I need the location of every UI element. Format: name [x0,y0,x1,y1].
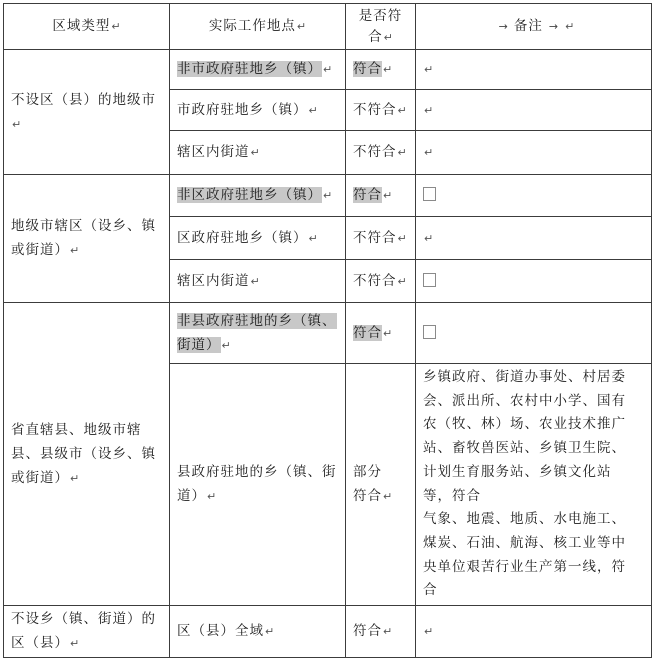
table-row [4,606,652,658]
note-line: 站、畜牧兽医站、乡镇卫生院、 [423,440,626,457]
match-cell: 符合↵ [346,175,416,217]
note-cell: ↵ [416,606,652,658]
checkbox-icon[interactable] [423,273,436,287]
note-line: 气象、地震、地质、水电施工、 [423,511,626,528]
note-cell [416,260,652,303]
work-location-table [3,3,652,658]
header-match: 是否符 合↵ [346,4,416,50]
note-line: 煤炭、石油、航海、核工业等中 [423,534,626,551]
match-cell: 符合↵ [346,50,416,90]
region-type-cell: 不设乡（镇、街道）的区（县）↵ [4,606,170,658]
place-cell: 市政府驻地乡（镇）↵ [170,90,346,131]
place-cell: 非区政府驻地乡（镇）↵ [170,175,346,217]
note-line: 计划生育服务站、乡镇文化站 [423,463,612,480]
note-cell: ↵ [416,50,652,90]
note-line: 乡镇政府、街道办事处、村居委 [423,369,626,385]
note-cell: ↵ [416,131,652,175]
match-cell: 部分 符合↵ [346,364,416,606]
region-type-cell: 地级市辖区（设乡、镇或街道）↵ [4,175,170,303]
place-cell: 非市政府驻地乡（镇）↵ [170,50,346,90]
place-cell: 区政府驻地乡（镇）↵ [170,217,346,260]
region-type-cell: 省直辖县、地级市辖县、县级市（设乡、镇或街道）↵ [4,303,170,606]
table-row [4,303,652,364]
note-cell: ↵ [416,217,652,260]
checkbox-icon[interactable] [423,325,436,339]
header-region-type: 区域类型↵ [4,4,170,50]
note-cell [416,175,652,217]
note-line: 等，符合 [423,487,481,504]
note-line: 合 [423,582,438,599]
place-cell: 非县政府驻地的乡（镇、街道）↵ [170,303,346,364]
header-note: → 备注 → ↵ [416,4,652,50]
note-cell: ↵ [416,90,652,131]
note-line: 农（牧、林）场、农业技术推广 [423,416,626,433]
header-work-place: 实际工作地点↵ [170,4,346,50]
place-cell: 辖区内街道↵ [170,131,346,175]
place-cell: 区（县）全域↵ [170,606,346,658]
checkbox-icon[interactable] [423,187,436,201]
place-cell: 辖区内街道↵ [170,260,346,303]
note-cell [416,303,652,364]
note-line: 会、派出所、农村中小学、国有 [423,392,626,409]
match-cell: 符合↵ [346,606,416,658]
table-header-row [4,4,652,50]
region-type-cell: 不设区（县）的地级市↵ [4,50,170,175]
match-cell: 不符合↵ [346,217,416,260]
table-row [4,175,652,217]
match-cell: 不符合↵ [346,131,416,175]
table-row [4,50,652,90]
note-line: 央单位艰苦行业生产第一线，符 [423,558,626,575]
match-cell: 不符合↵ [346,260,416,303]
note-cell [416,364,652,606]
match-cell: 符合↵ [346,303,416,364]
place-cell: 县政府驻地的乡（镇、街道）↵ [170,364,346,606]
match-cell: 不符合↵ [346,90,416,131]
